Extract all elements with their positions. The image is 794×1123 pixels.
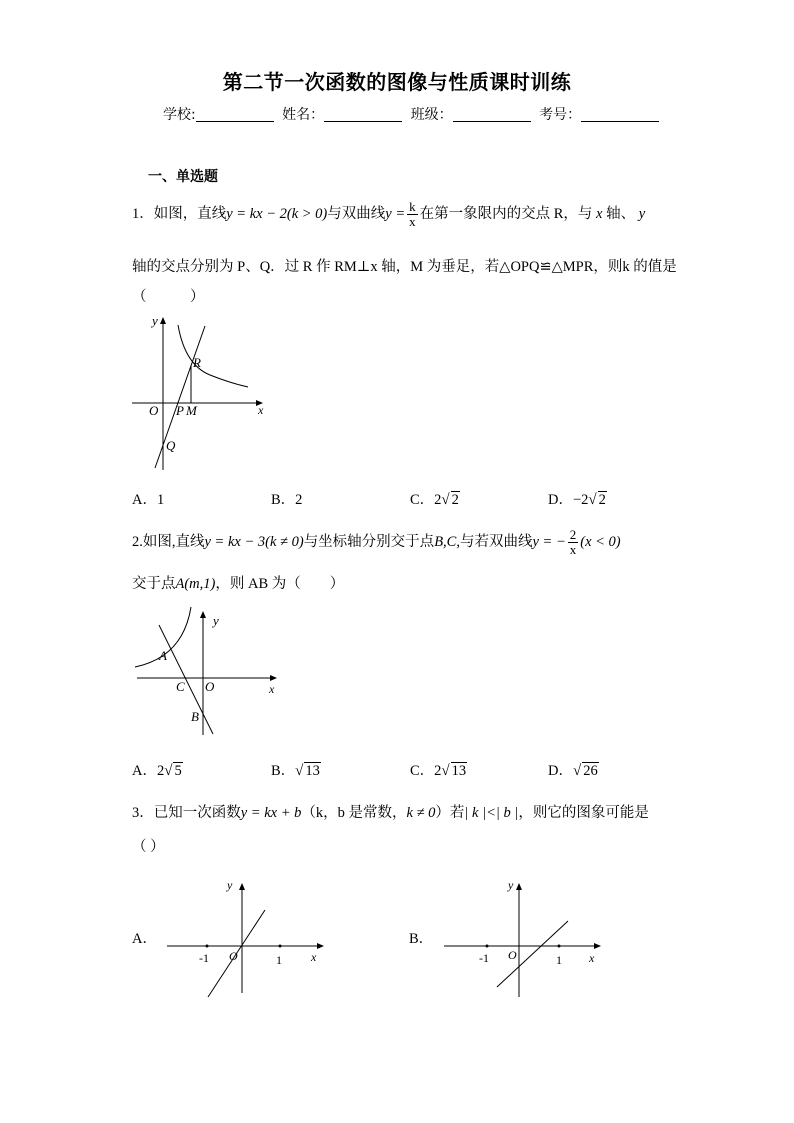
q3-inequality: | k |<| b | [464, 805, 519, 821]
q1-text: 轴、 [606, 205, 636, 222]
q3-option-a-label[interactable]: A． [132, 931, 157, 947]
q2-option-b[interactable] [271, 759, 321, 780]
q2-figure [133, 605, 283, 740]
q3b-tick-p1 [558, 945, 561, 948]
q1-frac-num: k [409, 199, 416, 214]
q1-figure [130, 310, 270, 475]
q1-hyperbola [178, 325, 248, 387]
q1-frac-den: x [409, 214, 416, 229]
student-info-line [163, 104, 663, 124]
q2-text: 交于点 [132, 576, 176, 592]
q2-hyperbola-lhs: y = − [532, 533, 566, 550]
q3b-x-label: x [589, 951, 595, 965]
option-radicand: 2 [451, 492, 459, 508]
q1-text: 与双曲线 [327, 205, 386, 222]
q2-frac-den: x [569, 542, 577, 557]
q3a-tick-m1 [206, 945, 209, 948]
option-text: 1 [156, 492, 165, 508]
q1-fig-r: R [193, 355, 201, 370]
q1-line1 [132, 200, 645, 229]
q2-text: ，则 AB 为（ ） [215, 576, 345, 592]
exam-no-blank [581, 107, 659, 122]
q3-option-a-graph[interactable] [165, 875, 330, 1000]
q1-text: 在第一象限内的交点 R，与 [419, 205, 593, 222]
q1-paren: （ ） [132, 289, 205, 305]
sqrt-sign: √ [441, 492, 450, 508]
option-coef: 2 [434, 763, 442, 779]
q1-fig-p: P [176, 403, 184, 418]
q2-fig-origin: O [205, 679, 215, 694]
q3a-tick-p1 [279, 945, 282, 948]
option-radicand: 13 [451, 763, 467, 779]
class-blank [453, 107, 531, 122]
q2-option-c[interactable] [410, 759, 467, 780]
q2-option-d[interactable] [548, 759, 599, 780]
q2-fig-a: A [159, 648, 167, 663]
q3-text: ）若 [435, 805, 465, 821]
q2-fig-b: B [191, 709, 199, 724]
q2-frac-num: 2 [569, 527, 577, 542]
q1-fig-q: Q [166, 438, 176, 453]
q1-fig-y-label: y [152, 313, 158, 328]
q3b-y-label: y [508, 878, 514, 892]
q2-point-a: A(m,1) [175, 576, 216, 592]
option-radicand: 5 [174, 763, 182, 779]
q2-fig-c: C [176, 679, 185, 694]
option-coef: 2 [434, 492, 442, 508]
option-label: B． [271, 763, 296, 779]
q3-text: ，则它的图象可能是 [518, 805, 649, 821]
q3b-label-p1: 1 [556, 953, 562, 967]
q2-text: 如图,直线 [142, 533, 205, 550]
school-label: 学校: [163, 107, 196, 123]
q1-option-d[interactable] [548, 488, 607, 509]
q1-line-equation: y = kx − 2(k > 0) [226, 205, 328, 222]
option-label: D． [548, 492, 573, 508]
q3b-tick-m1 [486, 945, 489, 948]
sqrt-sign: √ [295, 763, 304, 779]
q3a-y-label: y [227, 878, 233, 892]
q1-fraction [407, 200, 418, 229]
name-blank [324, 107, 402, 122]
q2-line1 [132, 528, 621, 557]
class-label: 班级： [410, 107, 453, 123]
q1-number: 1． [132, 205, 154, 222]
option-label: B． [271, 492, 296, 508]
q3-text: （k，b 是常数， [301, 805, 407, 821]
q3-option-b-graph[interactable] [442, 875, 607, 1000]
q1-option-c[interactable] [410, 488, 460, 509]
option-label: A． [132, 763, 157, 779]
q1-option-a[interactable] [132, 488, 164, 509]
q1-option-b[interactable] [271, 488, 302, 509]
q2-line-equation: y = kx − 3(k ≠ 0) [204, 533, 304, 550]
q3-equation: y = kx + b [240, 805, 302, 821]
q3-paren: （ ） [132, 839, 165, 855]
option-coef: 2 [156, 763, 165, 779]
option-radicand: 2 [598, 492, 606, 508]
name-label: 姓名： [282, 107, 325, 123]
q3-condition: k ≠ 0 [406, 805, 436, 821]
q2-number: 2. [132, 533, 143, 550]
school-blank [196, 107, 274, 122]
q3-line1 [132, 801, 649, 822]
q2-text: ,与若双曲线 [456, 533, 533, 550]
q1-x-var: x [596, 205, 603, 222]
q1-hyperbola-lhs: y = [385, 205, 406, 222]
q1-fig-m: M [186, 403, 197, 418]
q2-fraction [568, 528, 579, 557]
option-coef: −2 [572, 492, 589, 508]
q2-option-a[interactable] [132, 759, 183, 780]
q3-number: 3． [132, 805, 154, 821]
q1-fig-origin: O [149, 403, 159, 418]
q2-points: B,C [434, 533, 457, 550]
option-label: C． [410, 492, 435, 508]
q3a-label-m1: -1 [199, 951, 209, 965]
exam-no-label: 考号： [539, 107, 582, 123]
q3a-label-p1: 1 [276, 953, 282, 967]
q3b-origin: O [508, 948, 517, 962]
q2-fig-x-label: x [269, 682, 275, 696]
sqrt-sign: √ [588, 492, 597, 508]
option-label: D． [548, 763, 573, 779]
q2-fig-y-label: y [213, 613, 219, 628]
q3b-label-m1: -1 [479, 951, 489, 965]
sqrt-sign: √ [164, 763, 173, 779]
q1-text: 如图，直线 [153, 205, 227, 222]
q1-y-var: y [638, 205, 646, 222]
option-radicand: 13 [305, 763, 320, 779]
page-title: 第二节一次函数的图像与性质课时训练 [222, 70, 572, 94]
section-title: 一、单选题 [148, 169, 218, 185]
q2-line2 [132, 572, 344, 593]
q3a-origin: O [229, 949, 238, 963]
option-label: C． [410, 763, 435, 779]
q1-line2: 轴的交点分别为 P、Q．过 R 作 RM⊥x 轴，M 为垂足，若△OPQ≌△MPR，则k 的值是 [132, 259, 677, 275]
option-radicand: 26 [583, 763, 598, 779]
q3-option-b-label[interactable]: B． [409, 931, 434, 947]
q1-fig-x-label: x [258, 403, 264, 417]
q2-text: 与坐标轴分别交于点 [303, 533, 435, 550]
sqrt-sign: √ [572, 763, 582, 779]
q3a-x-label: x [311, 950, 317, 964]
q3-text: 已知一次函数 [153, 805, 241, 821]
q2-condition: (x < 0) [580, 533, 621, 550]
option-label: A． [132, 492, 157, 508]
option-text: 2 [295, 492, 303, 508]
sqrt-sign: √ [441, 763, 450, 779]
